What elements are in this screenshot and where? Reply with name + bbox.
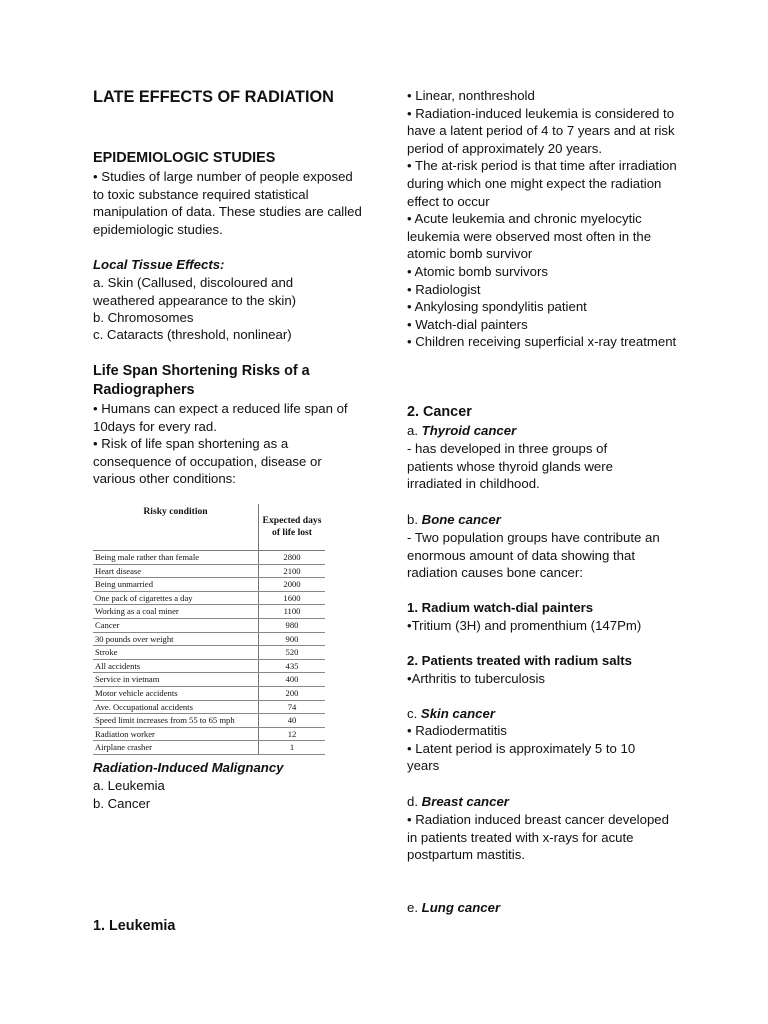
table-cell-condition: Motor vehicle accidents	[93, 686, 259, 700]
malignancy-heading: Radiation-Induced Malignancy	[93, 760, 284, 775]
local-tissue-a: a. Skin (Callused, discoloured and weathered appearance to the skin)	[93, 275, 297, 308]
table-row	[93, 578, 325, 592]
table-row	[93, 714, 325, 728]
thyroid-line	[407, 422, 697, 440]
table-cell-days: 74	[259, 700, 326, 714]
bone-prefix: b.	[407, 512, 422, 527]
page-title: LATE EFFECTS OF RADIATION	[93, 88, 334, 106]
risk-table-image	[93, 504, 325, 753]
leukemia-bullets: • Linear, nonthreshold • Radiation-induced leukemia is considered to have a latent period of 4 to 7 years and at risk period of approximately 20 years. • The at-risk period is that time after irradiation during which one might expect the radiation effect to occur • Acute leukemia and chronic myelocytic leukemia were observed most often in the atomic bomb survivor • Atomic bomb survivors • Radiologist • Ankylosing spondylitis patient • Watch-dial painters • Children receiving superficial x-ray treatment	[407, 88, 677, 350]
life-span-heading: Life Span Shortening Risks of a Radiographers	[93, 363, 310, 398]
table-cell-days: 2800	[259, 551, 326, 565]
table-cell-days: 400	[259, 673, 326, 687]
table-row	[93, 686, 325, 700]
table-cell-condition: All accidents	[93, 659, 259, 673]
table-cell-condition: One pack of cigarettes a day	[93, 591, 259, 605]
salts-heading: 2. Patients treated with radium salts	[407, 653, 632, 668]
table-cell-condition: Service in vietnam	[93, 673, 259, 687]
table-cell-condition: Cancer	[93, 618, 259, 632]
table-row	[93, 605, 325, 619]
table-cell-days: 12	[259, 727, 326, 741]
skin-prefix: c.	[407, 706, 421, 721]
breast-text: • Radiation induced breast cancer developed in patients treated with x-rays for acute postpartum mastitis.	[407, 812, 669, 863]
epidemiologic-text: • Studies of large number of people exposed to toxic substance required statistical manipulation of data. These studies are called epidemiologic studies.	[93, 169, 362, 237]
table-cell-days: 435	[259, 659, 326, 673]
thyroid-label: Thyroid cancer	[421, 423, 517, 438]
table-cell-days: 1100	[259, 605, 326, 619]
local-tissue-c: c. Cataracts (threshold, nonlinear)	[93, 327, 292, 342]
radium-text: •Tritium (3H) and promenthium (147Pm)	[407, 618, 642, 633]
table-cell-condition: Stroke	[93, 646, 259, 660]
table-cell-condition: Being unmarried	[93, 578, 259, 592]
thyroid-prefix: a.	[407, 423, 422, 438]
lung-label: Lung cancer	[421, 900, 501, 915]
skin-text: • Radiodermatitis • Latent period is approximately 5 to 10 years	[407, 723, 636, 774]
table-row	[93, 564, 325, 578]
table-cell-days: 900	[259, 632, 326, 646]
table-cell-days: 2100	[259, 564, 326, 578]
malignancy-b: b. Cancer	[93, 796, 151, 811]
table-cell-days: 520	[259, 646, 326, 660]
lung-line	[407, 899, 697, 917]
skin-line	[407, 705, 697, 723]
thyroid-text: - has developed in three groups of patients whose thyroid glands were irradiated in childhood.	[407, 441, 613, 492]
breast-label: Breast cancer	[421, 794, 509, 809]
table-header-days: Expected days of life lost	[259, 504, 326, 551]
local-tissue-b: b. Chromosomes	[93, 310, 194, 325]
table-cell-days: 2000	[259, 578, 326, 592]
malignancy-a: a. Leukemia	[93, 778, 165, 793]
radium-heading: 1. Radium watch-dial painters	[407, 600, 594, 615]
life-span-text-2: • Risk of life span shortening as a consequence of occupation, disease or various other conditions:	[93, 436, 322, 487]
table-cell-condition: Ave. Occupational accidents	[93, 700, 259, 714]
table-cell-days: 980	[259, 618, 326, 632]
local-tissue-heading: Local Tissue Effects:	[93, 257, 225, 272]
leukemia-heading: 1. Leukemia	[93, 918, 176, 934]
table-cell-condition: 30 pounds over weight	[93, 632, 259, 646]
table-cell-days: 1	[259, 741, 326, 755]
table-row	[93, 659, 325, 673]
table-cell-condition: Being male rather than female	[93, 551, 259, 565]
table-row	[93, 673, 325, 687]
cancer-heading: 2. Cancer	[407, 404, 472, 420]
salts-text: •Arthritis to tuberculosis	[407, 671, 546, 686]
breast-line	[407, 793, 697, 811]
table-row	[93, 591, 325, 605]
table-cell-condition: Airplane crasher	[93, 741, 259, 755]
breast-prefix: d.	[407, 794, 422, 809]
bone-text: - Two population groups have contribute an enormous amount of data showing that radiation causes bone cancer:	[407, 530, 660, 581]
table-row	[93, 646, 325, 660]
table-cell-days: 200	[259, 686, 326, 700]
table-cell-condition: Working as a coal miner	[93, 605, 259, 619]
epidemiologic-heading: EPIDEMIOLOGIC STUDIES	[93, 150, 276, 166]
lung-prefix: e.	[407, 900, 422, 915]
table-cell-condition: Heart disease	[93, 564, 259, 578]
table-row	[93, 618, 325, 632]
table-row	[93, 700, 325, 714]
skin-label: Skin cancer	[420, 706, 495, 721]
table-cell-days: 40	[259, 714, 326, 728]
table-cell-condition: Speed limit increases from 55 to 65 mph	[93, 714, 259, 728]
table-cell-days: 1600	[259, 591, 326, 605]
life-span-text-1: • Humans can expect a reduced life span of 10days for every rad.	[93, 401, 348, 434]
table-row	[93, 741, 325, 755]
table-cell-condition: Radiation worker	[93, 727, 259, 741]
table-row	[93, 727, 325, 741]
table-row	[93, 632, 325, 646]
table-row	[93, 551, 325, 565]
bone-line	[407, 511, 697, 529]
table-header-condition: Risky condition	[93, 504, 259, 551]
bone-label: Bone cancer	[421, 512, 501, 527]
